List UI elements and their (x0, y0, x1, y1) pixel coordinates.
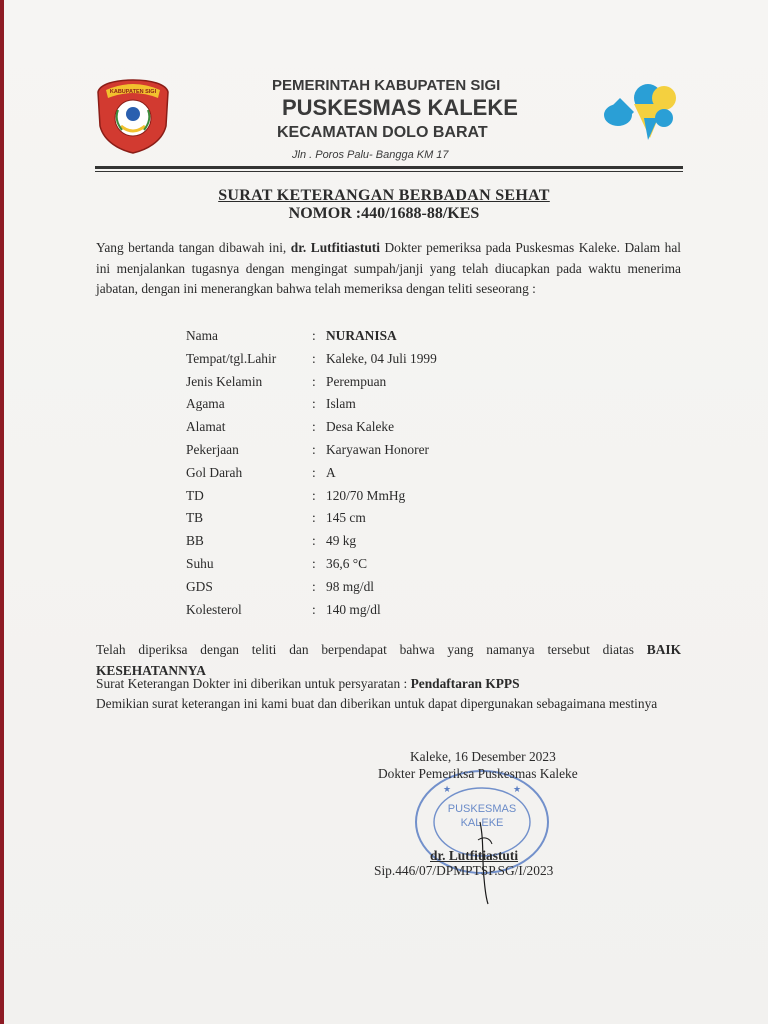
identity-label: Agama (186, 396, 225, 412)
identity-label: Pekerjaan (186, 441, 239, 457)
identity-row (186, 602, 606, 625)
kabupaten-sigi-logo (96, 76, 170, 154)
identity-label: Nama (186, 328, 218, 343)
identity-colon: : (312, 533, 316, 549)
closing-text: Telah diperiksa dengan teliti dan berpendapat bahwa yang namanya tersebut diatas (96, 642, 647, 657)
identity-value: Desa Kaleke (326, 419, 395, 435)
identity-value: 140 mg/dl (326, 601, 381, 617)
intro-paragraph (96, 238, 681, 300)
signatory-license: Sip.446/07/DPMPTSP.SG/I/2023 (374, 863, 554, 878)
identity-value: 36,6 °C (326, 555, 368, 571)
identity-colon: : (312, 487, 316, 503)
identity-colon: : (312, 441, 316, 457)
identity-label: Suhu (186, 555, 214, 571)
identity-row (186, 374, 606, 397)
page-edge (0, 0, 4, 1024)
identity-row (186, 396, 606, 419)
identity-colon: : (312, 464, 316, 480)
document-title: SURAT KETERANGAN BERBADAN SEHAT (218, 187, 550, 204)
requirement-value: Pendaftaran KPPS (410, 676, 520, 691)
identity-colon: : (312, 419, 316, 435)
identity-value: Islam (326, 396, 356, 412)
final-statement: Demikian surat keterangan ini kami buat dan diberikan untuk dapat dipergunakan sebagaimana mestinya (96, 696, 658, 711)
identity-value: 120/70 MmHg (326, 487, 406, 503)
identity-colon: : (312, 350, 316, 366)
letterhead-government: PEMERINTAH KABUPATEN SIGI (272, 77, 501, 94)
letterhead-divider-thick (95, 166, 683, 169)
stamp-line1: PUSKESMAS (447, 803, 517, 815)
identity-label: Kolesterol (186, 601, 242, 617)
identity-colon: : (312, 396, 316, 412)
identity-colon: : (312, 373, 316, 389)
signature-place-date: Kaleke, 16 Desember 2023 (410, 749, 556, 764)
identity-row (186, 510, 606, 533)
identity-colon: : (312, 578, 316, 594)
signature-position: Dokter Pemeriksa Puskesmas Kaleke (378, 766, 578, 781)
identity-value: NURANISA (326, 328, 397, 343)
stamp-star-icon: ★ (513, 784, 522, 794)
kemenkes-logo (600, 78, 680, 150)
identity-label: Alamat (186, 419, 226, 435)
stamp-line2: KALEKE (460, 817, 504, 829)
identity-value: Kaleke, 04 Juli 1999 (326, 350, 437, 366)
identity-colon: : (312, 601, 316, 617)
intro-text-after: Dokter pemeriksa pada Puskesmas Kaleke. Dalam hal ini menjalankan tugasnya dengan mengingat sumpah/janji yang telah diucapkan pada waktu menerima jabatan, dengan ini menerangkan bahwa telah memeriksa dengan teliti seseorang : (96, 240, 681, 296)
identity-value: Perempuan (326, 373, 387, 389)
document-number: NOMOR :440/1688-88/KES (288, 205, 480, 222)
identity-row (186, 533, 606, 556)
identity-row (186, 419, 606, 442)
identity-row (186, 488, 606, 511)
identity-label: TD (186, 487, 204, 503)
identity-colon: : (312, 328, 316, 343)
identity-value: 49 kg (326, 533, 357, 549)
identity-row (186, 328, 606, 351)
identity-label: Jenis Kelamin (186, 373, 263, 389)
doctor-name: dr. Lutfitiastuti (290, 240, 380, 255)
identity-label: Gol Darah (186, 464, 243, 480)
identity-table (186, 328, 606, 624)
identity-row (186, 556, 606, 579)
signatory-name: dr. Lutfitiastuti (430, 848, 519, 863)
letterhead-district: KECAMATAN DOLO BARAT (277, 124, 488, 141)
logo-banner-text: KABUPATEN SIGI (109, 89, 157, 95)
identity-label: Tempat/tgl.Lahir (186, 350, 277, 366)
requirement-label: Surat Keterangan Dokter ini diberikan untuk persyaratan : (96, 676, 411, 691)
identity-row (186, 351, 606, 374)
identity-value: 98 mg/dl (326, 578, 374, 594)
identity-label: GDS (186, 578, 213, 594)
stamp-star-icon: ★ (443, 784, 452, 794)
identity-value: Karyawan Honorer (326, 441, 429, 457)
identity-colon: : (312, 555, 316, 571)
identity-row (186, 465, 606, 488)
identity-colon: : (312, 510, 316, 526)
identity-label: TB (186, 510, 204, 526)
intro-text-before: Yang bertanda tangan dibawah ini, (96, 240, 291, 255)
identity-value: A (326, 464, 336, 480)
letterhead-address: Jln . Poros Palu- Bangga KM 17 (292, 149, 449, 161)
letterhead-institution: PUSKESMAS KALEKE (282, 95, 518, 120)
letterhead-divider-thin (95, 171, 683, 172)
identity-label: BB (186, 533, 204, 549)
identity-row (186, 579, 606, 602)
health-result: BAIK KESEHATANNYA (96, 642, 681, 678)
requirement-line (96, 674, 520, 694)
identity-value: 145 cm (326, 510, 366, 526)
identity-row (186, 442, 606, 465)
